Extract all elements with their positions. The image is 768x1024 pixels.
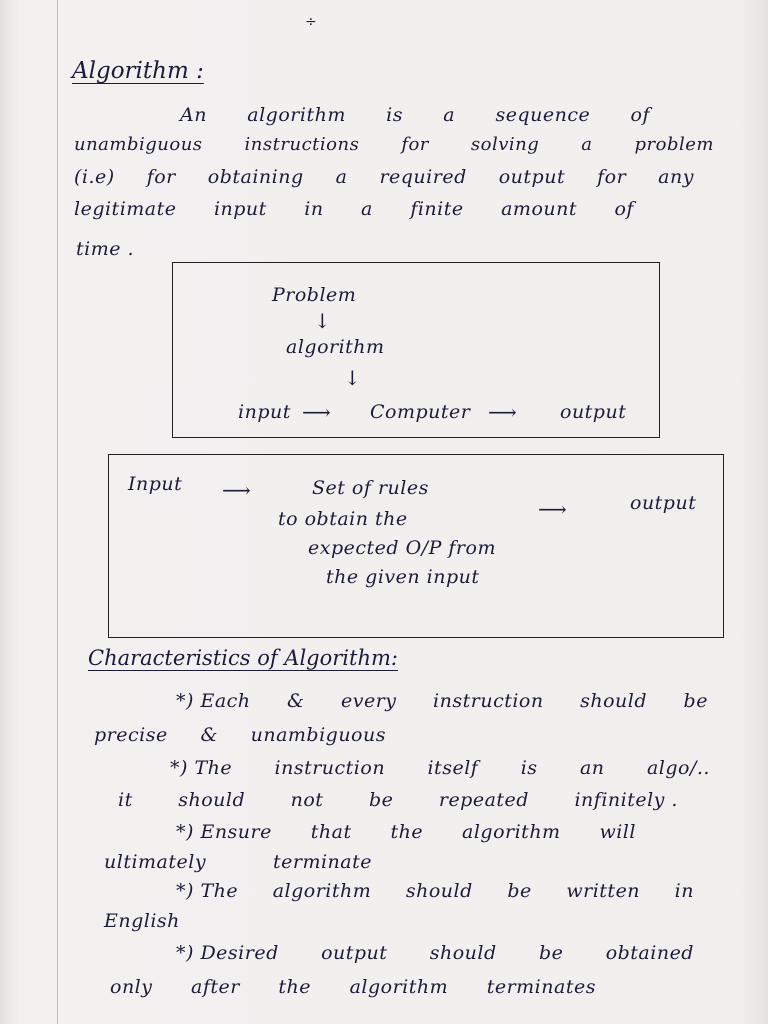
characteristic-1-line-2 (94, 724, 386, 746)
down-arrow-icon: ↓ (344, 366, 362, 390)
word: in (304, 198, 324, 220)
definition-line-1 (180, 104, 650, 126)
word: of (630, 104, 650, 126)
word: *) Desired (176, 942, 279, 964)
word: algorithm (247, 104, 346, 126)
word: be (538, 942, 564, 964)
word: output (321, 942, 388, 964)
word: that (310, 821, 352, 843)
word: written (566, 880, 641, 902)
algorithm-label: algorithm (286, 336, 385, 358)
word: for (146, 166, 176, 188)
right-arrow-icon: ⟶ (302, 400, 332, 424)
word: be (507, 880, 532, 902)
word: amount (501, 198, 577, 220)
word: algorithm (462, 821, 561, 843)
characteristic-1-line-1 (176, 690, 708, 712)
problem-label: Problem (272, 284, 357, 306)
word: should (405, 880, 473, 902)
right-arrow-icon: ⟶ (222, 478, 252, 502)
characteristic-3-line-2 (104, 851, 372, 873)
word: problem (634, 134, 714, 155)
rules-line-4: the given input (326, 566, 480, 588)
word: *) The (176, 880, 239, 902)
word: repeated (438, 789, 529, 811)
word: a (443, 104, 456, 126)
word: should (178, 789, 246, 811)
word: output (498, 166, 566, 188)
word: obtaining (207, 166, 304, 188)
word: the (278, 976, 312, 998)
characteristics-heading: Characteristics of Algorithm: (88, 646, 398, 670)
characteristic-5-line-2 (110, 976, 596, 998)
word: precise (94, 724, 168, 746)
word: any (658, 166, 694, 188)
word: be (368, 789, 394, 811)
word: will (599, 821, 636, 843)
characteristic-4-line-2: English (104, 910, 180, 932)
word: input (213, 198, 267, 220)
rules-line-3: expected O/P from (308, 537, 496, 559)
output-label: output (630, 492, 697, 514)
word: unambiguous (250, 724, 386, 746)
rules-line-1: Set of rules (312, 477, 429, 499)
characteristic-4-line-1 (176, 880, 694, 902)
word: is (386, 104, 403, 126)
word: instructions (244, 134, 360, 155)
word: is (520, 757, 538, 779)
word: not (290, 789, 324, 811)
word: terminate (273, 851, 372, 873)
word: & (200, 724, 218, 746)
word: of (614, 198, 634, 220)
margin-line (57, 0, 58, 1024)
right-arrow-icon: ⟶ (538, 497, 568, 521)
characteristic-3-line-1 (176, 821, 636, 843)
word: every (340, 690, 397, 712)
word: it (118, 789, 133, 811)
word: should (580, 690, 648, 712)
word: a (581, 134, 593, 155)
top-mark: ÷ (305, 14, 317, 30)
word: a (335, 166, 348, 188)
characteristic-5-line-1 (176, 942, 694, 964)
word: algorithm (272, 880, 372, 902)
word: *) Ensure (176, 821, 272, 843)
word: algo/.. (646, 757, 710, 779)
word: for (597, 166, 627, 188)
word: unambiguous (74, 134, 203, 155)
word: instruction (433, 690, 544, 712)
definition-line-3 (74, 166, 694, 188)
word: be (683, 690, 708, 712)
word: infinitely . (574, 789, 678, 811)
word: the (390, 821, 424, 843)
page-heading: Algorithm : (72, 58, 204, 84)
right-arrow-icon: ⟶ (488, 400, 518, 424)
characteristic-2-line-2 (118, 789, 678, 811)
word: a (361, 198, 373, 220)
word: for (401, 134, 429, 155)
input-label: Input (128, 473, 183, 495)
word: solving (470, 134, 540, 155)
word: legitimate (74, 198, 177, 220)
word: & (287, 690, 305, 712)
word: finite (410, 198, 464, 220)
definition-line-4 (74, 198, 634, 220)
characteristic-2-line-1 (170, 757, 710, 779)
word: in (674, 880, 694, 902)
word: an (579, 757, 605, 779)
word: ultimately (104, 851, 207, 873)
output-label: output (560, 401, 627, 423)
word: terminates (486, 976, 596, 998)
word: itself (427, 757, 479, 779)
word: *) The (170, 757, 233, 779)
word: algorithm (349, 976, 449, 998)
definition-line-2 (74, 134, 714, 155)
word: should (429, 942, 497, 964)
word: sequence (495, 104, 591, 126)
down-arrow-icon: ↓ (314, 309, 332, 333)
word: required (379, 166, 467, 188)
rules-line-2: to obtain the (278, 508, 408, 530)
computer-label: Computer (370, 401, 471, 423)
definition-line-5: time . (76, 238, 135, 260)
word: (i.e) (74, 166, 115, 188)
input-label: input (238, 401, 291, 423)
word: obtained (605, 942, 694, 964)
word: An (180, 104, 207, 126)
word: *) Each (176, 690, 251, 712)
word: after (191, 976, 240, 998)
word: only (110, 976, 153, 998)
word: instruction (274, 757, 386, 779)
